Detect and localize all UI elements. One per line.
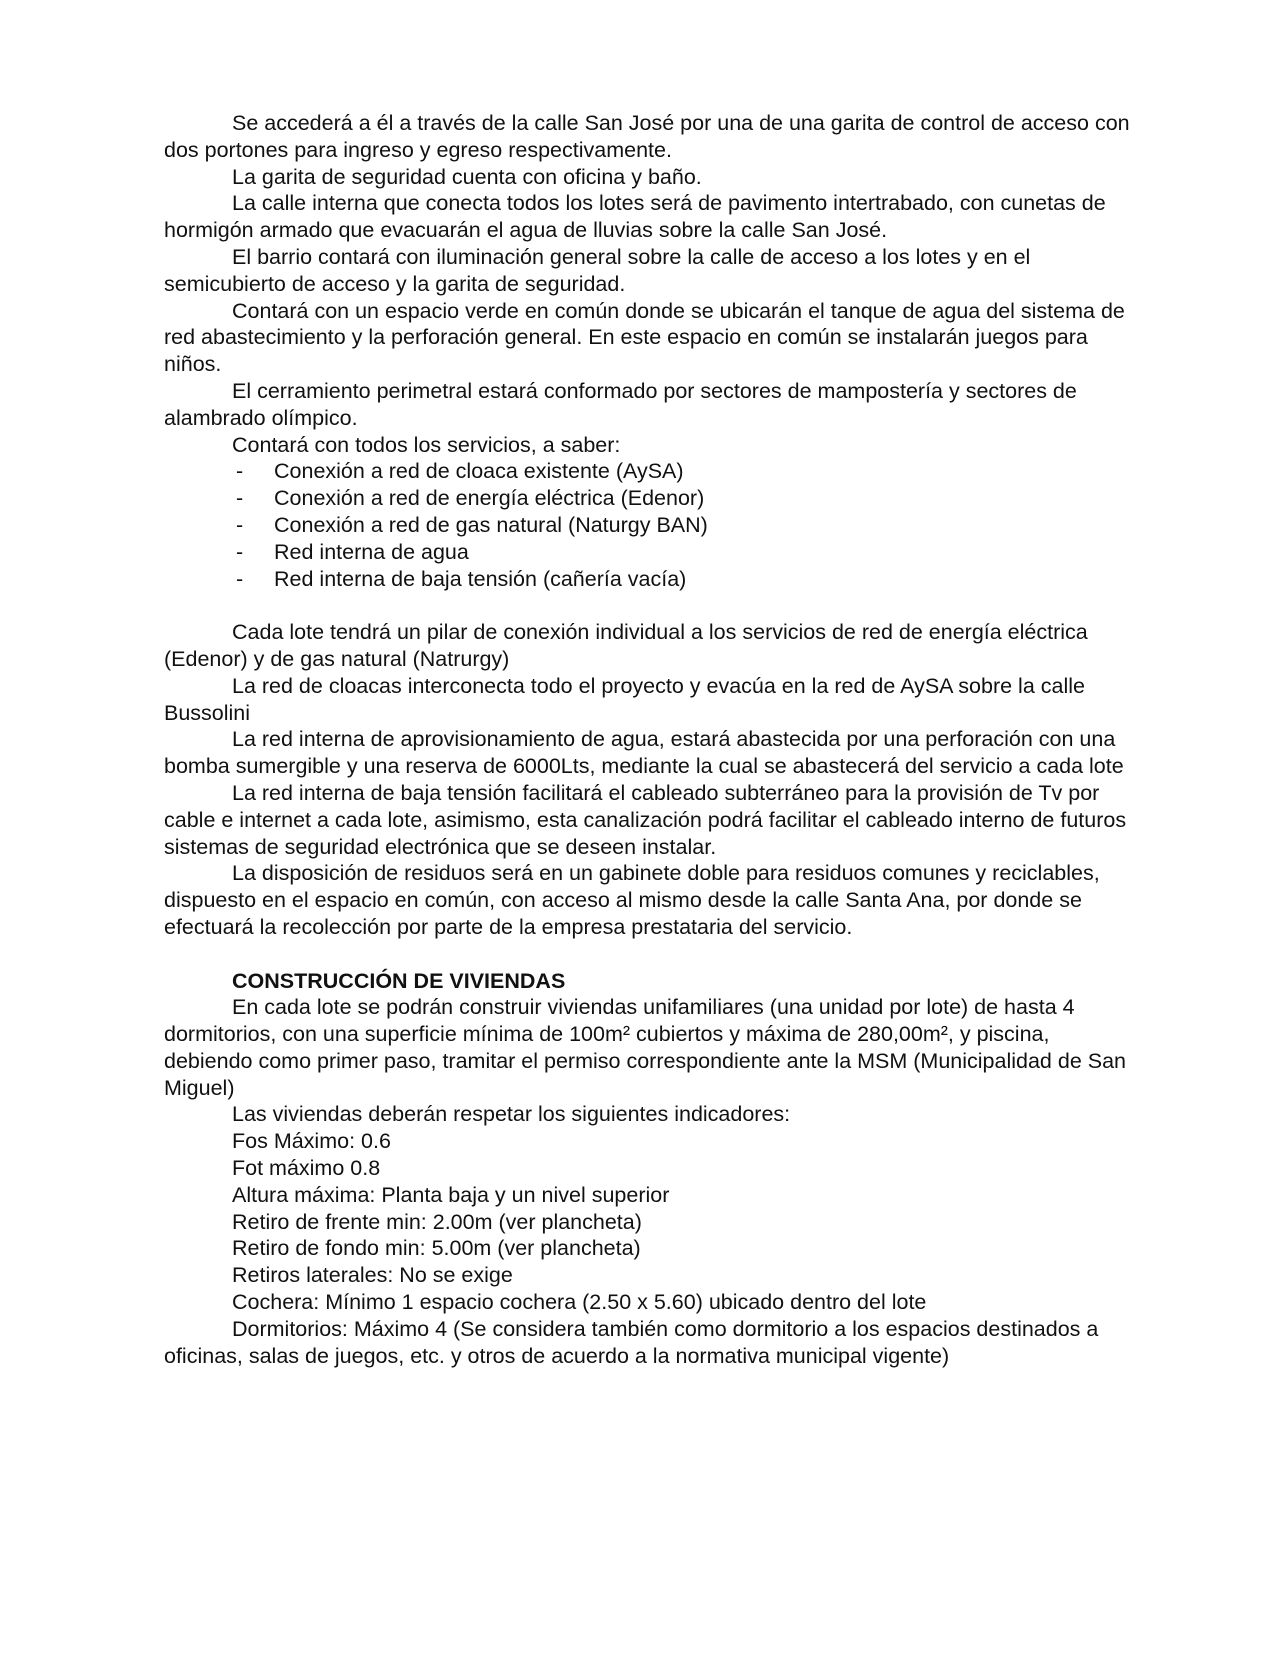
paragraph-indicators-intro: Las viviendas deberán respetar los siguientes indicadores: (232, 1102, 791, 1127)
list-bullet: - (236, 539, 244, 564)
indicator-item: Retiro de fondo min: 5.00m (ver plancheta) (232, 1236, 641, 1261)
paragraph-housing-intro: En cada lote se podrán construir viviendas unifamiliares (una unidad por lote) de hasta 4 dormitorios, con una superficie mínima de 100m² cubiertos y máxima de 280,00m², y piscina, debiendo como primer paso, tramitar el permiso correspondiente ante la MSM (Municipalidad de San Miguel) (164, 995, 1127, 1100)
list-bullet: - (236, 512, 244, 537)
list-item (164, 458, 1139, 485)
paragraph-low-voltage: La red interna de baja tensión facilitará el cableado subterráneo para la provisión de Tv por cable e internet a cada lote, asimismo, esta canalización podrá facilitar el cableado interno de futuros sistemas de seguridad electrónica que se deseen instalar. (164, 780, 1127, 859)
indicator-item: Altura máxima: Planta baja y un nivel superior (232, 1182, 670, 1207)
list-item (164, 512, 1139, 539)
list-item-text: Conexión a red de energía eléctrica (Edenor) (274, 486, 705, 511)
services-list (164, 458, 1139, 592)
list-item-text: Conexión a red de gas natural (Naturgy BAN) (274, 512, 708, 537)
document-page (164, 110, 1139, 1369)
paragraph-perimeter: El cerramiento perimetral estará conformado por sectores de mampostería y sectores de alambrado olímpico. (164, 378, 1077, 430)
list-item (164, 539, 1139, 566)
list-item-text: Red interna de agua (274, 539, 469, 564)
list-bullet: - (236, 566, 244, 591)
list-item-text: Conexión a red de cloaca existente (AySA) (274, 459, 684, 484)
list-bullet: - (236, 486, 244, 511)
paragraph-services-intro: Contará con todos los servicios, a saber: (232, 432, 621, 457)
indicator-item: Fos Máximo: 0.6 (232, 1129, 391, 1154)
paragraph-green-space: Contará con un espacio verde en común donde se ubicarán el tanque de agua del sistema de red abastecimiento y la perforación general. En este espacio en común se instalarán juegos para niños. (164, 298, 1125, 377)
indicator-item: Cochera: Mínimo 1 espacio cochera (2.50 x 5.60) ubicado dentro del lote (232, 1290, 927, 1315)
paragraph-guardhouse: La garita de seguridad cuenta con oficina y baño. (232, 164, 702, 189)
list-item-text: Red interna de baja tensión (cañería vacía) (274, 566, 687, 591)
list-item (164, 485, 1139, 512)
paragraph-bedrooms: Dormitorios: Máximo 4 (Se considera también como dormitorio a los espacios destinados a oficinas, salas de juegos, etc. y otros de acuerdo a la normativa municipal vigente) (164, 1316, 1099, 1368)
section-heading: CONSTRUCCIÓN DE VIVIENDAS (232, 968, 566, 993)
paragraph-access: Se accederá a él a través de la calle San José por una de una garita de control de acceso con dos portones para ingreso y egreso respectivamente. (164, 111, 1130, 162)
list-bullet: - (236, 459, 244, 484)
paragraph-lighting: El barrio contará con iluminación general sobre la calle de acceso a los lotes y en el semicubierto de acceso y la garita de seguridad. (164, 244, 1031, 296)
indicator-item: Retiros laterales: No se exige (232, 1263, 513, 1288)
indicator-item: Fot máximo 0.8 (232, 1156, 381, 1181)
paragraph-internal-street: La calle interna que conecta todos los lotes será de pavimento intertrabado, con cunetas de hormigón armado que evacuarán el agua de lluvias sobre la calle San José. (164, 191, 1106, 243)
paragraph-waste: La disposición de residuos será en un gabinete doble para residuos comunes y reciclables, dispuesto en el espacio en común, con acceso al mismo desde la calle Santa Ana, por donde se efectuará la recolección por parte de la empresa prestataria del servicio. (164, 861, 1100, 939)
blank-line (164, 941, 1139, 968)
paragraph-connection-pillar: Cada lote tendrá un pilar de conexión individual a los servicios de red de energía eléctrica (Edenor) y de gas natural (Natrurgy) (164, 620, 1088, 671)
paragraph-sewer: La red de cloacas interconecta todo el proyecto y evacúa en la red de AySA sobre la calle Bussolini (164, 673, 1085, 725)
paragraph-water: La red interna de aprovisionamiento de agua, estará abastecida por una perforación con una bomba sumergible y una reserva de 6000Lts, mediante la cual se abastecerá del servicio a cada lote (164, 727, 1124, 779)
blank-line (164, 592, 1139, 619)
indicator-item: Retiro de frente min: 2.00m (ver plancheta) (232, 1209, 642, 1234)
list-item (164, 566, 1139, 593)
